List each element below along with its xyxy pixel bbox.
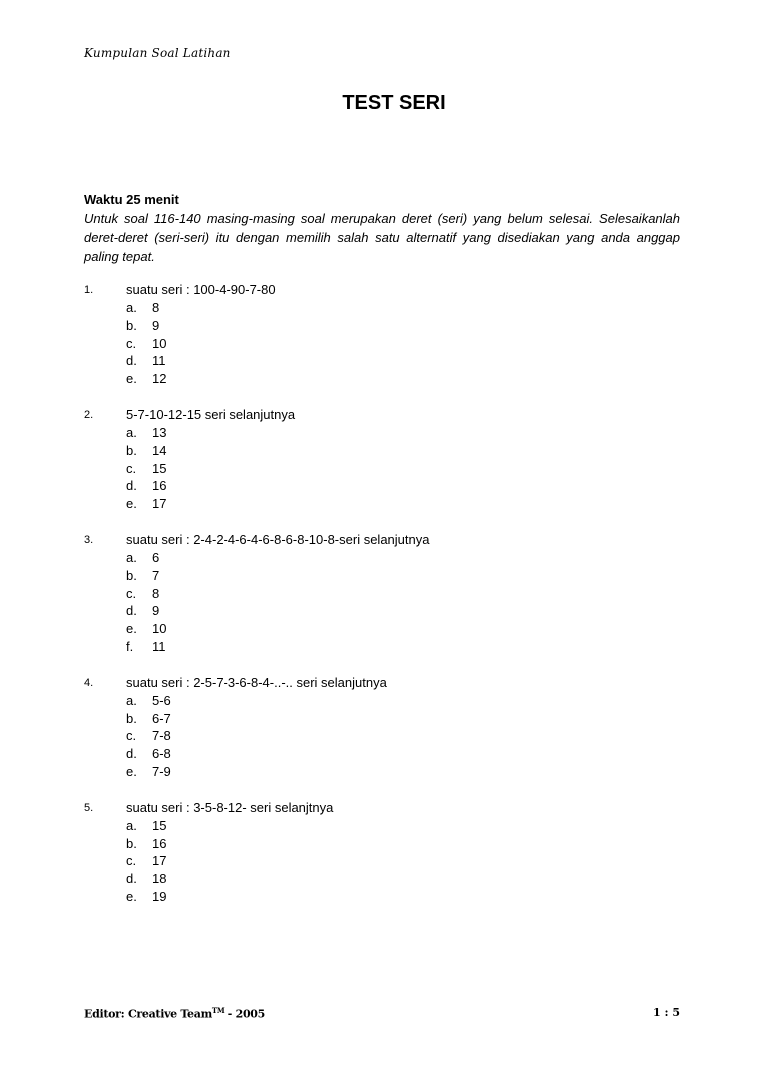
option-letter: e. bbox=[126, 371, 137, 387]
question-item bbox=[84, 406, 680, 513]
question-body bbox=[126, 281, 680, 388]
option-letter: c. bbox=[126, 335, 137, 351]
answer-option bbox=[126, 852, 680, 870]
option-value: 9 bbox=[152, 317, 160, 333]
question-text: suatu seri : 100-4-90-7-80 bbox=[126, 282, 276, 297]
option-letter: a. bbox=[126, 300, 137, 315]
question-text: suatu seri : 2-5-7-3-6-8-4-..-.. seri selanjutnya bbox=[126, 674, 387, 690]
instructions: Untuk soal 116-140 masing-masing soal merupakan deret (seri) yang belum selesai. Selesaikanlah deret-deret (seri-seri) itu dengan memilih salah satu alternatif yang disediakan yang anda anggap paling tepat. bbox=[84, 211, 680, 264]
option-letter: f. bbox=[126, 638, 134, 654]
option-letter: b. bbox=[126, 442, 137, 458]
answer-option bbox=[126, 620, 680, 638]
option-value: 6-7 bbox=[152, 710, 171, 726]
answer-option bbox=[126, 335, 680, 353]
answer-option bbox=[126, 495, 680, 513]
answer-option bbox=[126, 317, 680, 335]
header-title: Kumpulan Soal Latihan bbox=[84, 46, 231, 60]
answer-option bbox=[126, 442, 680, 460]
option-value: 8 bbox=[152, 300, 160, 315]
question-item bbox=[84, 281, 680, 388]
option-list bbox=[126, 549, 680, 656]
question-text: suatu seri : 2-4-2-4-6-4-6-8-6-8-10-8-seri selanjutnya bbox=[126, 531, 430, 547]
option-value: 19 bbox=[152, 888, 167, 904]
option-value: 16 bbox=[152, 478, 167, 494]
footer-editor-text: Editor: Creative Team bbox=[84, 1007, 212, 1021]
option-value: 11 bbox=[152, 638, 166, 654]
time-limit: Waktu 25 menit bbox=[84, 192, 179, 207]
option-value: 15 bbox=[152, 460, 167, 476]
answer-option bbox=[126, 870, 680, 888]
question-body bbox=[126, 674, 680, 781]
answer-option bbox=[126, 692, 680, 710]
question-list bbox=[84, 281, 680, 924]
option-letter: e. bbox=[126, 888, 137, 904]
option-letter: c. bbox=[126, 853, 137, 869]
option-value: 10 bbox=[152, 621, 167, 637]
answer-option bbox=[126, 763, 680, 781]
question-body bbox=[126, 531, 680, 656]
option-value: 6 bbox=[152, 549, 160, 565]
answer-option bbox=[126, 727, 680, 745]
question-item bbox=[84, 799, 680, 906]
question-body bbox=[126, 406, 680, 513]
option-value: 11 bbox=[152, 353, 166, 369]
question-item bbox=[84, 674, 680, 781]
option-value: 7 bbox=[152, 567, 160, 583]
option-letter: d. bbox=[126, 746, 137, 762]
option-list bbox=[126, 817, 680, 906]
option-letter: b. bbox=[126, 710, 137, 726]
option-value: 12 bbox=[152, 371, 167, 387]
option-list bbox=[126, 424, 680, 513]
option-value: 15 bbox=[152, 817, 167, 833]
option-letter: b. bbox=[126, 835, 137, 851]
option-letter: a. bbox=[126, 817, 137, 833]
answer-option bbox=[126, 299, 680, 317]
option-value: 8 bbox=[152, 585, 160, 601]
question-number: 3. bbox=[84, 533, 94, 546]
page-title: TEST SERI bbox=[342, 92, 446, 114]
option-value: 17 bbox=[152, 496, 167, 512]
option-letter: d. bbox=[126, 603, 137, 619]
option-list bbox=[126, 692, 680, 781]
option-letter: b. bbox=[126, 317, 137, 333]
question-number: 5. bbox=[84, 801, 94, 814]
option-letter: e. bbox=[126, 496, 137, 512]
question-number: 1. bbox=[84, 284, 94, 296]
option-letter: a. bbox=[126, 692, 137, 708]
question-number: 2. bbox=[84, 408, 94, 421]
option-value: 6-8 bbox=[152, 746, 171, 762]
page-number: 1 : 5 bbox=[652, 1006, 680, 1019]
option-letter: b. bbox=[126, 567, 137, 583]
option-letter: c. bbox=[126, 460, 137, 476]
option-value: 9 bbox=[152, 603, 160, 619]
option-letter: a. bbox=[126, 424, 137, 440]
answer-option bbox=[126, 888, 680, 906]
answer-option bbox=[126, 549, 680, 567]
question-text: 5-7-10-12-15 seri selanjutnya bbox=[126, 406, 296, 422]
question-number: 4. bbox=[84, 676, 94, 689]
answer-option bbox=[126, 460, 680, 478]
answer-option bbox=[126, 424, 680, 442]
option-value: 17 bbox=[152, 853, 167, 869]
answer-option bbox=[126, 477, 680, 495]
question-text: suatu seri : 3-5-8-12- seri selanjtnya bbox=[126, 799, 334, 815]
option-letter: a. bbox=[126, 549, 137, 565]
option-letter: d. bbox=[126, 478, 137, 494]
option-letter: c. bbox=[126, 585, 137, 601]
answer-option bbox=[126, 745, 680, 763]
option-letter: e. bbox=[126, 763, 137, 779]
question-body bbox=[126, 799, 680, 906]
option-value: 14 bbox=[152, 442, 167, 458]
option-letter: d. bbox=[126, 353, 137, 369]
answer-option bbox=[126, 817, 680, 835]
option-value: 13 bbox=[152, 424, 167, 440]
answer-option bbox=[126, 585, 680, 603]
footer-editor bbox=[84, 1006, 265, 1021]
option-value: 10 bbox=[152, 335, 167, 351]
answer-option bbox=[126, 710, 680, 728]
option-letter: e. bbox=[126, 621, 137, 637]
answer-option bbox=[126, 602, 680, 620]
option-value: 5-6 bbox=[152, 692, 171, 708]
option-value: 7-8 bbox=[152, 728, 171, 744]
intro-section bbox=[84, 190, 680, 266]
option-letter: c. bbox=[126, 728, 137, 744]
answer-option bbox=[126, 352, 680, 370]
question-item bbox=[84, 531, 680, 656]
option-value: 16 bbox=[152, 835, 167, 851]
footer-year: - 2005 bbox=[224, 1007, 266, 1021]
option-letter: d. bbox=[126, 871, 137, 887]
answer-option bbox=[126, 370, 680, 388]
option-value: 18 bbox=[152, 871, 167, 887]
answer-option bbox=[126, 567, 680, 585]
option-value: 7-9 bbox=[152, 763, 171, 779]
answer-option bbox=[126, 638, 680, 656]
answer-option bbox=[126, 835, 680, 853]
footer-trademark: TM bbox=[211, 1006, 225, 1015]
option-list bbox=[126, 299, 680, 388]
